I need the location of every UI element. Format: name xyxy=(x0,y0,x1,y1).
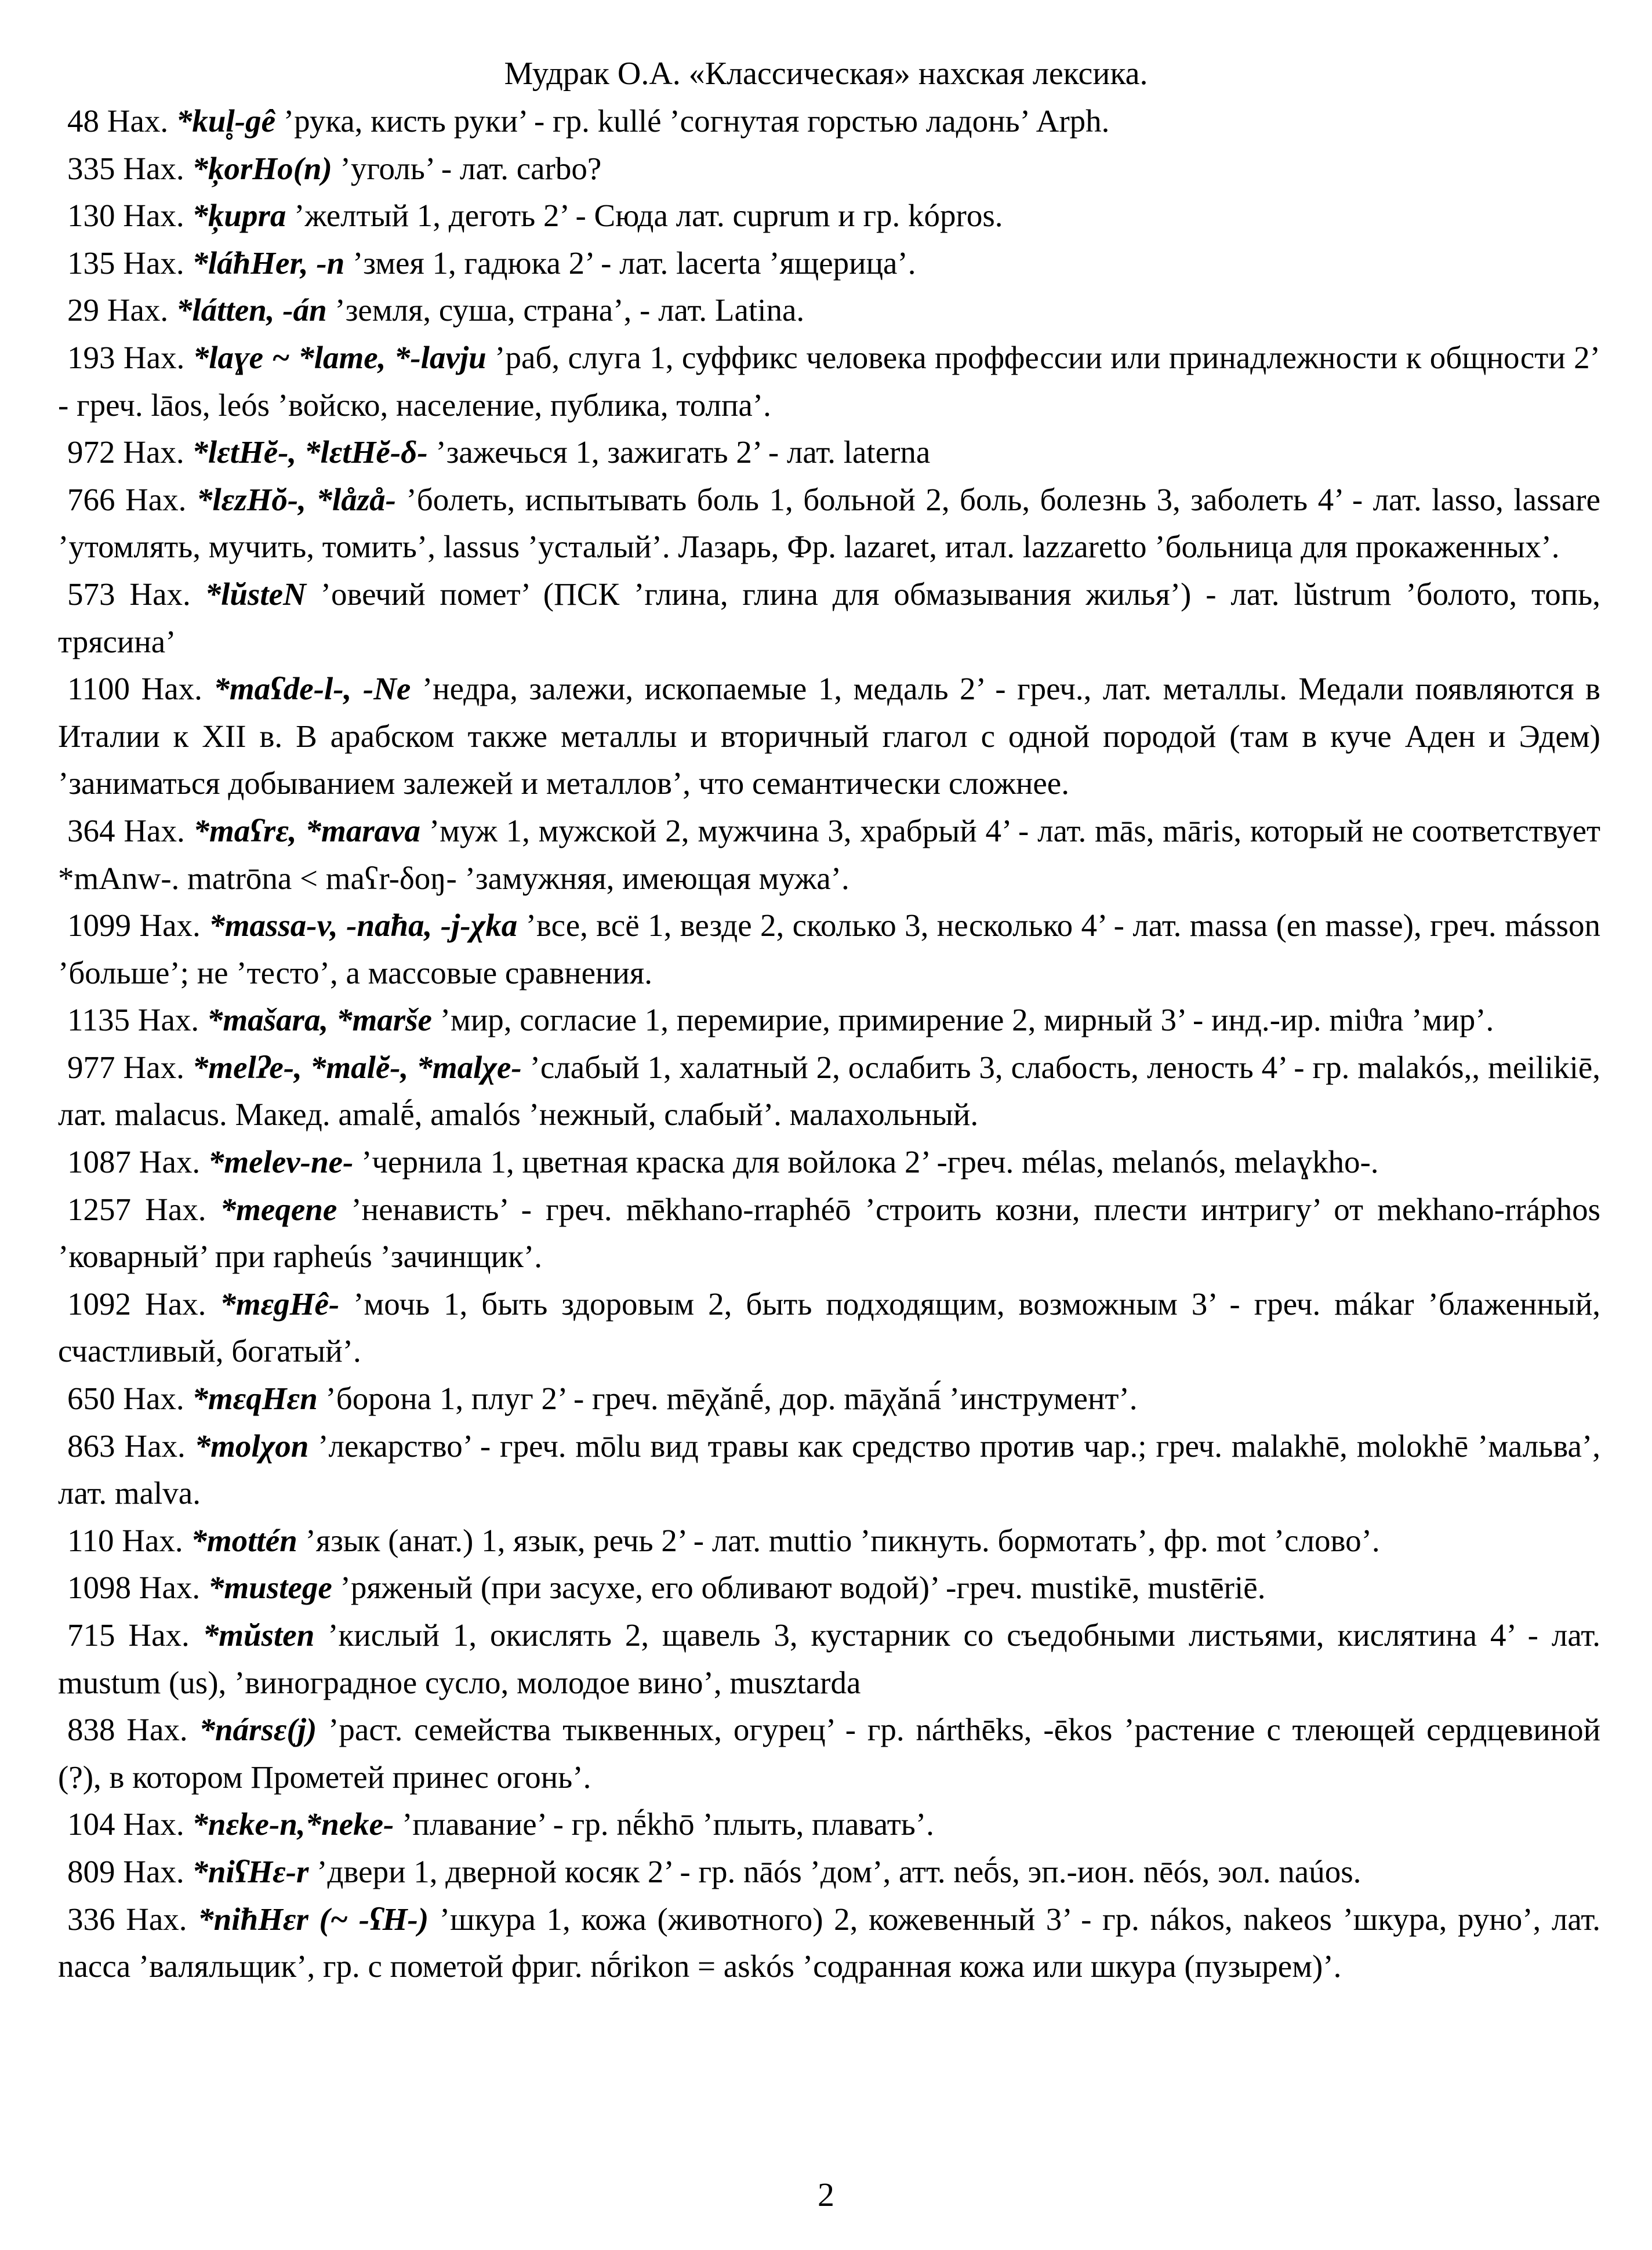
entry-definition: ’мочь 1, быть здоровым 2, быть подходящим, возможным 3’ - греч. mákar ’блаженный, счастливый, богатый’. xyxy=(58,1286,1601,1369)
entry-number: 135 xyxy=(67,245,115,281)
dictionary-entry xyxy=(58,1280,1600,1375)
entry-number: 1100 xyxy=(67,671,130,707)
entry-number: 809 xyxy=(67,1853,115,1889)
entry-stem: *melev-ne- xyxy=(208,1144,354,1180)
entry-number: 766 xyxy=(67,481,115,517)
entry-language: Нах. xyxy=(125,481,187,517)
entry-definition: ’шкура 1, кожа (животного) 2, кожевенный 3’ - гр. nákos, nakeos ’шкура, руно’, лат. nacca ’валяльщик’, гр. с пометой фриг. nṓrikon = askós ’содранная кожа или шкура (пузырем)’. xyxy=(58,1901,1600,1984)
entry-language: Нах. xyxy=(124,1428,186,1464)
entry-language: Нах. xyxy=(123,150,184,186)
entry-definition: ’чернила 1, цветная краска для войлока 2’ -греч. mélas, melanós, melaɣkho-. xyxy=(353,1144,1379,1180)
entry-definition: ’раб, слуга 1, суффикс человека проффессии или принадлежности к общности 2’ - греч. lāos, leós ’войско, население, публика, толпа’. xyxy=(58,339,1600,423)
entry-number: 110 xyxy=(67,1522,114,1558)
entry-language: Нах. xyxy=(123,1049,184,1085)
dictionary-entry xyxy=(58,1186,1600,1280)
entry-language: Нах. xyxy=(123,1853,184,1889)
entry-language: Нах. xyxy=(123,245,184,281)
entry-number: 48 xyxy=(67,103,99,139)
entry-definition: ’слабый 1, халатный 2, ослабить 3, слабость, леность 4’ - гр. malakós,, meilikiē, лат. malacus. Макед. amalḗ, amalós ’нежный, слабый’. малахольный. xyxy=(58,1049,1601,1133)
dictionary-entry xyxy=(58,476,1600,571)
entry-number: 364 xyxy=(67,812,115,848)
dictionary-entry xyxy=(58,239,1600,287)
entry-language: Нах. xyxy=(139,1144,201,1180)
entry-definition: ’лекарство’ - греч. mōlu вид травы как средство против чар.; греч. malakhē, molokhē ’мальва’, лат. malva. xyxy=(58,1428,1600,1511)
dictionary-entry xyxy=(58,902,1600,996)
entry-definition: ’язык (анат.) 1, язык, речь 2’ - лат. muttio ’пикнуть. бормотать’, фр. mot ’слово’. xyxy=(297,1522,1380,1558)
entry-language: Нах. xyxy=(128,1617,190,1653)
entry-stem: *mɛgHê- xyxy=(220,1286,340,1322)
entry-stem: *láħHer, -n xyxy=(192,245,345,281)
entry-language: Нах. xyxy=(123,434,184,470)
entry-language: Нах. xyxy=(124,812,185,848)
entry-language: Нах. xyxy=(139,1570,201,1606)
entry-language: Нах. xyxy=(126,1712,188,1748)
dictionary-entry xyxy=(58,1517,1600,1565)
entry-stem: *laɣe ~ *lame, *-lavju xyxy=(193,339,486,375)
dictionary-entry xyxy=(58,807,1600,902)
dictionary-entry xyxy=(58,665,1600,807)
entry-stem: *lɛzHŏ-, *låzå- xyxy=(196,481,396,517)
entry-stem: *mŭsten xyxy=(202,1617,315,1653)
dictionary-entry xyxy=(58,571,1600,665)
entry-number: 650 xyxy=(67,1381,115,1417)
entry-number: 863 xyxy=(67,1428,115,1464)
entry-definition: ’борона 1, плуг 2’ - греч. mēχănḗ, дор. māχănā́ ’инструмент’. xyxy=(317,1381,1138,1417)
entry-definition: ’раст. семейства тыквенных, огурец’ - гр. nárthēks, -ēkos ’растение с тлеющей сердцевиной (?), в котором Прометей принес огонь’. xyxy=(58,1712,1600,1795)
entry-stem: *nɛke-n,*neke- xyxy=(192,1806,394,1842)
entry-definition: ’болеть, испытывать боль 1, больной 2, боль, болезнь 3, заболеть 4’ - лат. lasso, lassare ’утомлять, мучить, томить’, lassus ’усталый’. Лазарь, Фр. lazaret, итал. lazzaretto ’больница для прокаженных’. xyxy=(58,481,1601,565)
entry-language: Нах. xyxy=(123,1806,184,1842)
entry-language: Нах. xyxy=(123,1381,184,1417)
entry-stem: *mustege xyxy=(208,1570,332,1606)
dictionary-entry xyxy=(58,1706,1600,1801)
entry-definition: ’мир, согласие 1, перемирие, примирение 2, мирный 3’ - инд.-ир. miϑra ’мир’. xyxy=(431,1002,1494,1038)
dictionary-entry xyxy=(58,1848,1600,1896)
entry-definition: ’овечий помет’ (ПСК ’глина, глина для обмазывания жилья’) - лат. lŭstrum ’болото, топь, трясина’ xyxy=(58,576,1601,659)
entry-stem: *molχon xyxy=(194,1428,309,1464)
entry-definition: ’змея 1, гадюка 2’ - лат. lacerta ’ящерица’. xyxy=(344,245,916,281)
entry-number: 1087 xyxy=(67,1144,131,1180)
entry-number: 29 xyxy=(67,292,99,328)
dictionary-entry xyxy=(58,1422,1600,1517)
entry-language: Нах. xyxy=(122,1522,183,1558)
entry-number: 336 xyxy=(67,1901,115,1937)
entry-definition: ’земля, суша, страна’, - лат. Latina. xyxy=(326,292,805,328)
entry-language: Нах. xyxy=(123,339,185,375)
entry-language: Нах. xyxy=(144,1286,206,1322)
entry-number: 1098 xyxy=(67,1570,131,1606)
entry-definition: ’желтый 1, деготь 2’ - Сюда лат. cuprum и гр. kópros. xyxy=(286,198,1003,234)
entry-stem: *niħHɛr (~ -ʕH-) xyxy=(198,1901,429,1937)
entry-stem: *mottén xyxy=(191,1522,297,1558)
dictionary-entry xyxy=(58,1612,1600,1706)
entry-number: 1092 xyxy=(67,1286,131,1322)
entry-stem: *lɛtHĕ-, *lɛtHĕ-δ- xyxy=(192,434,428,470)
entry-language: Нах. xyxy=(123,198,184,234)
page-number: 2 xyxy=(818,2176,834,2213)
dictionary-entry xyxy=(58,192,1600,239)
entry-stem: *lŭsteN xyxy=(205,576,306,612)
entry-stem: *mašara, *marše xyxy=(206,1002,432,1038)
entry-definition: ’рука, кисть руки’ - гр. kullé ’согнутая горстью ладонь’ Arph. xyxy=(275,103,1110,139)
entry-number: 573 xyxy=(67,576,115,612)
entry-language: Нах. xyxy=(139,908,201,943)
dictionary-entry xyxy=(58,97,1600,145)
entry-number: 130 xyxy=(67,198,115,234)
entry-stem: *ķorHo(n) xyxy=(192,150,332,186)
dictionary-entry xyxy=(58,1044,1600,1138)
entry-definition: ’двери 1, дверной косяк 2’ - гр. nāós ’дом’, атт. neṓs, эп.-ион. nēós, эол. naúos. xyxy=(308,1853,1361,1889)
page-title: Мудрак О.А. «Классическая» нахская лексика. xyxy=(504,56,1148,92)
entry-number: 1099 xyxy=(67,908,131,943)
entry-language: Нах. xyxy=(107,292,169,328)
entry-language: Нах. xyxy=(137,1002,199,1038)
dictionary-entry xyxy=(58,1896,1600,1990)
entry-stem: *massa-v, -naħa, -j-χka xyxy=(209,908,518,943)
entry-language: Нах. xyxy=(141,671,202,707)
entry-definition: ’все, всё 1, везде 2, сколько 3, несколько 4’ - лат. massa (en masse), греч. másson ’больше’; не ’тесто’, а массовые сравнения. xyxy=(58,908,1601,990)
entry-definition: ’ряженый (при засухе, его обливают водой)’ -греч. mustikē, mustēriē. xyxy=(332,1570,1266,1606)
entry-stem: *mɛqHɛn xyxy=(192,1381,318,1417)
entry-stem: *látten, -án xyxy=(176,292,327,328)
dictionary-entry xyxy=(58,429,1600,476)
entry-stem: *melʔe-, *malĕ-, *malχe- xyxy=(192,1049,522,1085)
dictionary-entry xyxy=(58,996,1600,1044)
dictionary-entry xyxy=(58,286,1600,334)
entry-language: Нах. xyxy=(126,1901,187,1937)
entry-number: 104 xyxy=(67,1806,115,1842)
dictionary-entry xyxy=(58,1138,1600,1186)
entry-definition: ’уголь’ - лат. carbo? xyxy=(332,150,602,186)
entry-stem: *nársɛ(j) xyxy=(199,1712,317,1748)
entry-language: Нах. xyxy=(129,576,191,612)
entry-stem: *kul̥-gê xyxy=(176,103,275,139)
entry-number: 972 xyxy=(67,434,115,470)
entry-language: Нах. xyxy=(145,1191,206,1227)
dictionary-entry xyxy=(58,1375,1600,1422)
entry-number: 193 xyxy=(67,339,115,375)
entry-number: 977 xyxy=(67,1049,115,1085)
entry-list xyxy=(58,97,1600,1990)
entry-number: 1135 xyxy=(67,1002,130,1038)
entry-definition: ’кислый 1, окислять 2, щавель 3, кустарник со съедобными листьями, кислятина 4’ - лат. mustum (us), ’виноградное сусло, молодое вино’, musztarda xyxy=(58,1617,1600,1700)
dictionary-entry xyxy=(58,1564,1600,1612)
dictionary-entry xyxy=(58,334,1600,429)
dictionary-entry xyxy=(58,1801,1600,1848)
entry-stem: *niʕHɛ-r xyxy=(192,1853,309,1889)
entry-number: 838 xyxy=(67,1712,115,1748)
entry-number: 1257 xyxy=(67,1191,131,1227)
entry-language: Нах. xyxy=(107,103,169,139)
entry-stem: *maʕrɛ, *marava xyxy=(193,812,421,848)
entry-definition: ’муж 1, мужской 2, мужчина 3, храбрый 4’ - лат. mās, māris, который не соответствует *mAnw-. matrōna < maʕr-δoŋ- ’замужняя, имеющая мужа’. xyxy=(58,812,1601,896)
entry-definition: ’недра, залежи, ископаемые 1, медаль 2’ - греч., лат. металлы. Медали появляются в Италии к XII в. В арабском также металлы и вторичный глагол с одной породой (там в куче Аден и Эдем) ’заниматься добыванием залежей и металлов’, что семантически сложнее. xyxy=(58,671,1600,801)
dictionary-entry xyxy=(58,145,1600,193)
entry-number: 715 xyxy=(67,1617,115,1653)
entry-definition: ’ненависть’ - греч. mēkhano-rraphéō ’строить козни, плести интригу’ от mekhano-rráphos ’коварный’ при rapheús ’зачинщик’. xyxy=(58,1191,1601,1275)
entry-stem: *ķupra xyxy=(192,198,286,234)
entry-stem: *meqene xyxy=(220,1191,337,1227)
entry-definition: ’плавание’ - гр. nḗkhō ’плыть, плавать’. xyxy=(394,1806,934,1842)
entry-definition: ’зажечься 1, зажигать 2’ - лат. laterna xyxy=(427,434,931,470)
entry-stem: *maʕde-l-, -Ne xyxy=(213,671,411,707)
entry-number: 335 xyxy=(67,150,115,186)
